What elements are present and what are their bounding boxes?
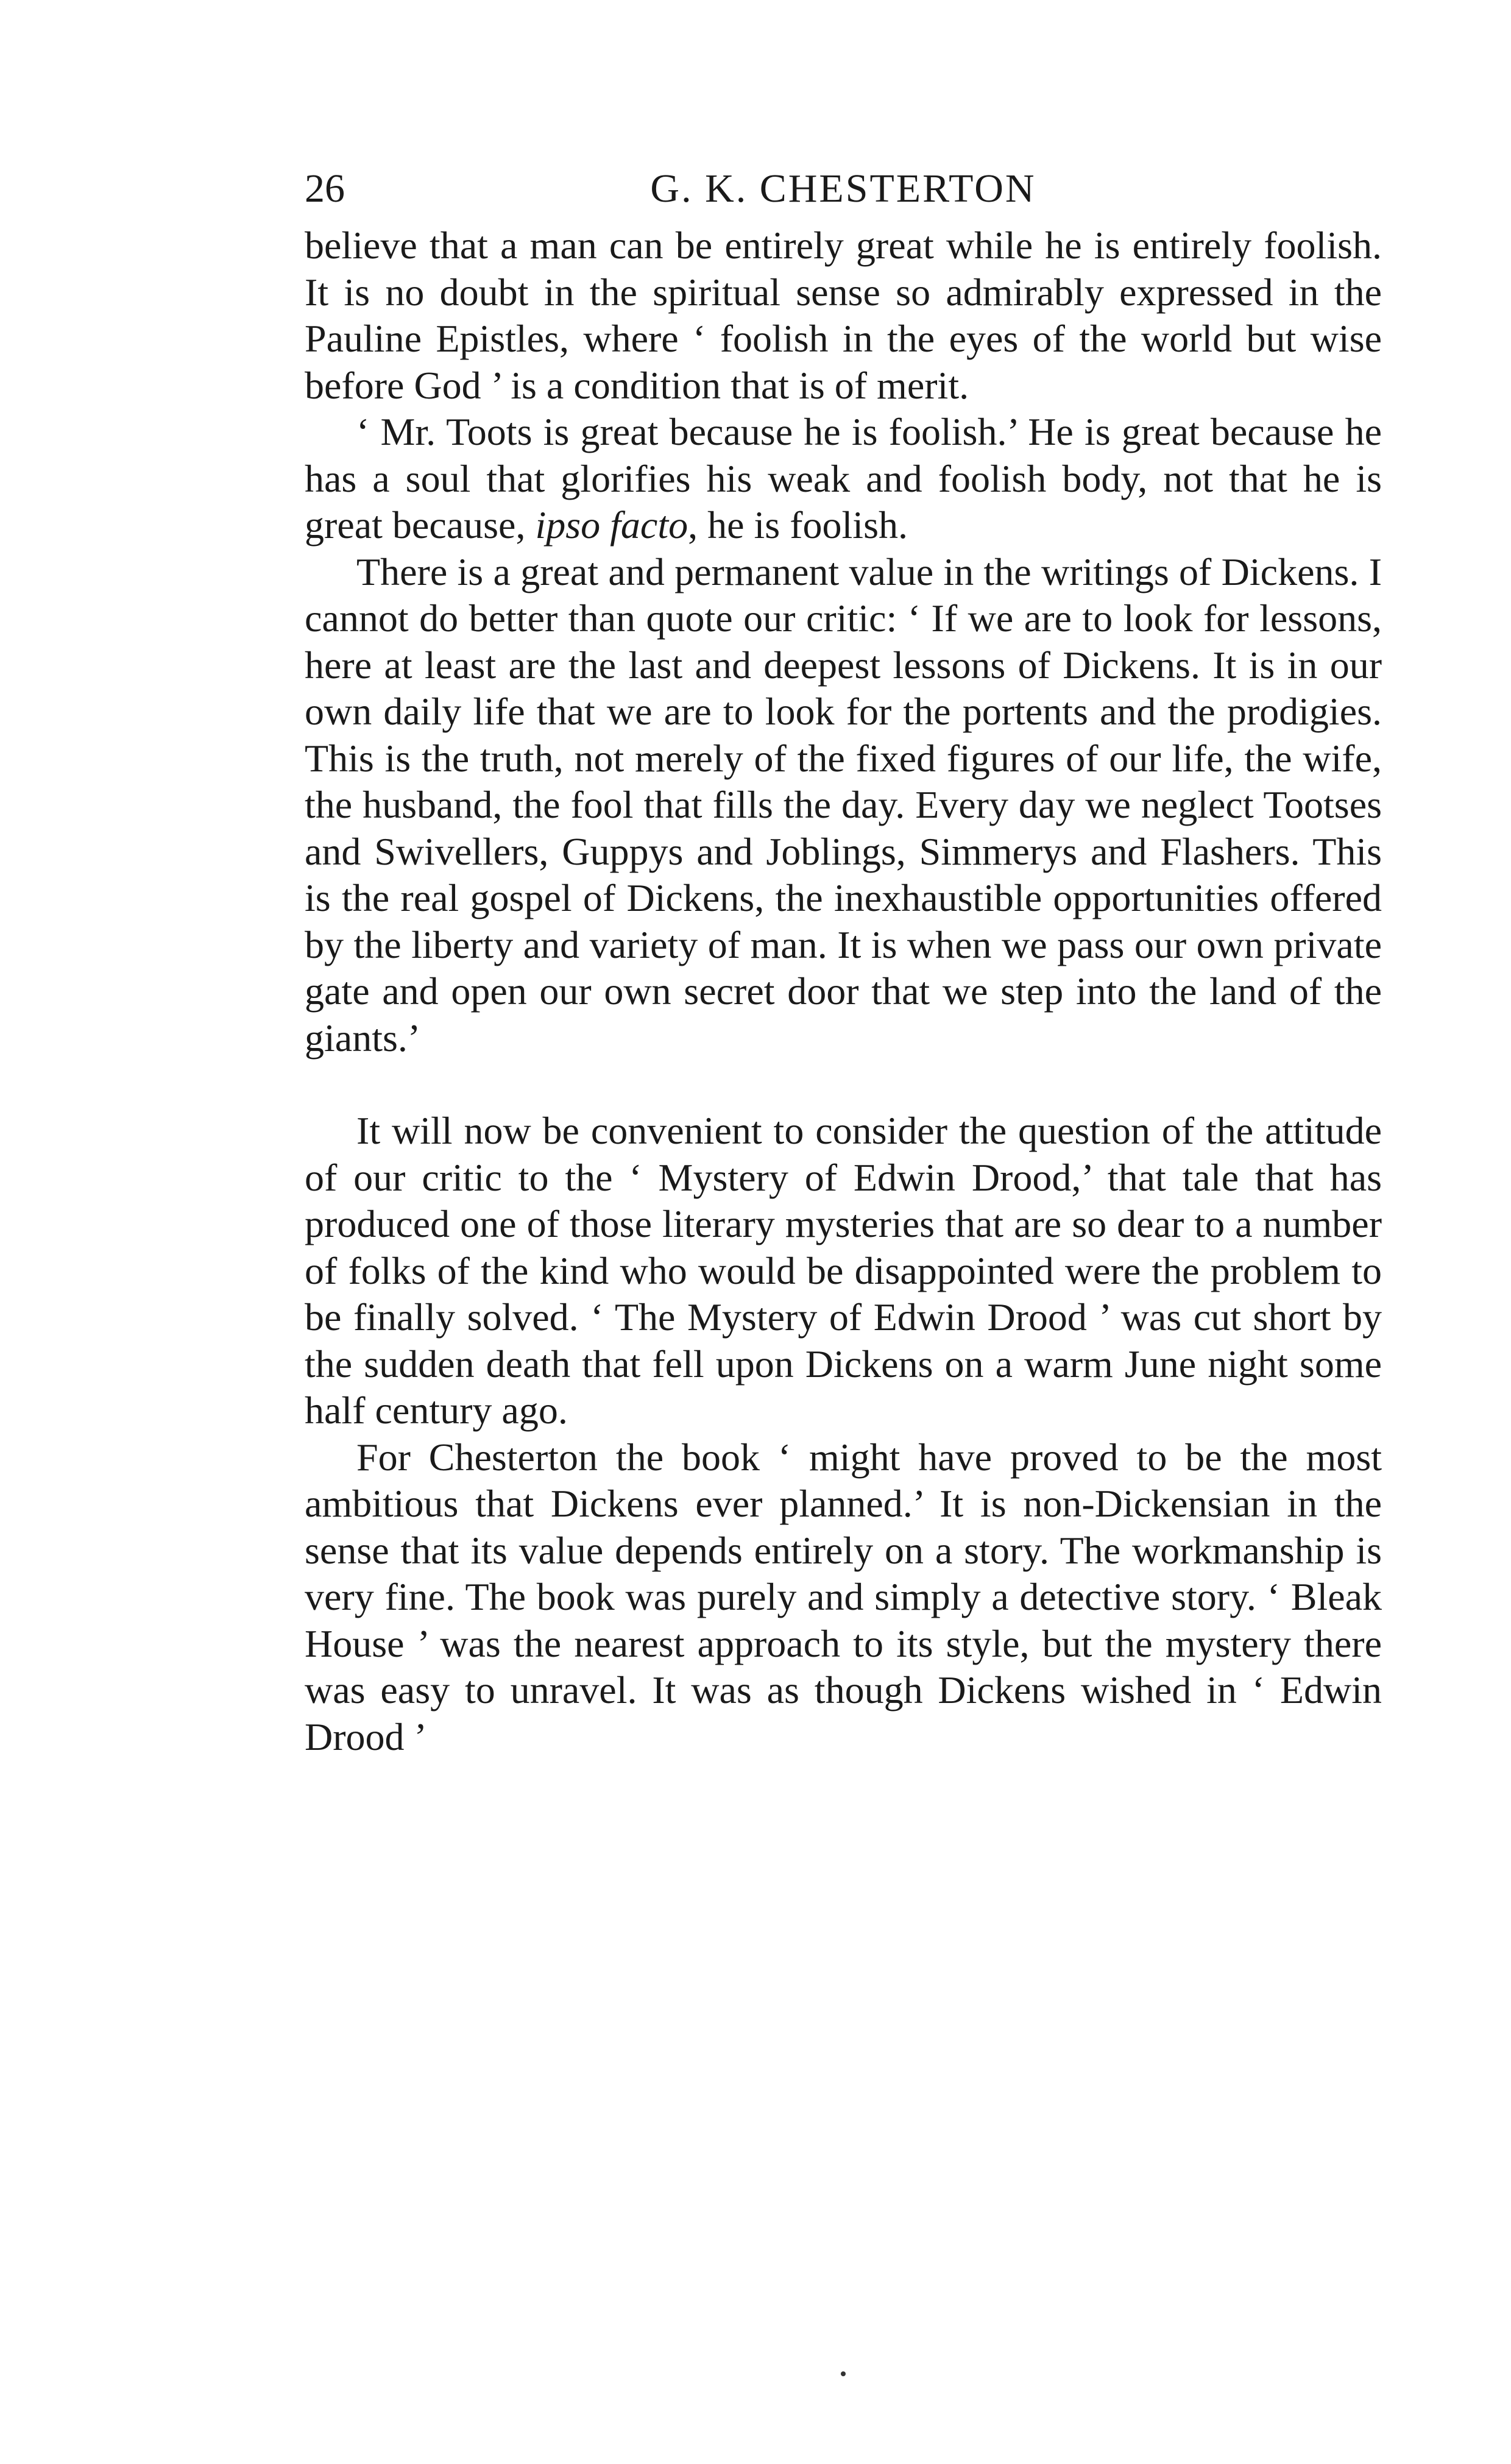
page-speck xyxy=(841,2371,846,2376)
ipso-facto-italic: ipso facto xyxy=(535,503,688,547)
paragraph-chesterton-book: For Chesterton the book ‘ might have proved to be the most ambitious that Dickens ever planned.’ It is non-Dickensian in the sense that its value depends entirely on a story. The workmanship is very fine. The book was purely and simply a detective story. ‘ Bleak House ’ was the nearest approach to its style, but the mystery there was easy to unravel. It was as though Dickens wished in ‘ Edwin Drood ’ xyxy=(305,1435,1382,1758)
book-page xyxy=(305,155,1382,1760)
paragraph-toots xyxy=(305,409,1382,549)
page-header xyxy=(305,155,1382,222)
body-text xyxy=(305,222,1382,1760)
toots-tail-after: , he is foolish. xyxy=(688,503,908,547)
toots-tail-before: not that he is great because, xyxy=(305,456,1382,547)
paragraph-permanent-value: There is a great and permanent value in the writings of Dickens. I cannot do better than quote our critic: ‘ If we are to look for lessons, here at least are the last and deepest lessons of Dickens. It is in our own daily life that we are to look for the portents and the prodigies. This is the truth, not merely of the fixed figures of our life, the wife, the husband, the fool that fills the day. Every day we neglect Tootses and Swivellers, Guppys and Joblings, Simmerys and Flashers. This is the real gospel of Dickens, the inexhaustible opportunities offered by the liberty and variety of man. It is when we pass our own private gate and open our own secret door that we step into the land of the giants.’ xyxy=(305,550,1382,1060)
paragraph-edwin-drood: It will now be convenient to consider the question of the attitude of our critic to the ‘ Mystery of Edwin Drood,’ that tale that has produced one of those literary mysteries that are so dear to a number of folks of the kind who would be disappointed were the problem to be finally solved. ‘ The Mystery of Edwin Drood ’ was cut short by the sudden death that fell upon Dickens on a warm June night some half century ago. xyxy=(305,1109,1382,1432)
paragraph-continuation: believe that a man can be entirely great while he is entirely foolish. It is no doubt in the spiritual sense so admirably expressed in the Pauline Epistles, where ‘ foolish in the eyes of the world but wise before God ’ is a condition that is of merit. xyxy=(305,224,1382,407)
toots-sentence: ‘ Mr. Toots is great because he is foolish.’ He is great because he has a soul that glorifies his weak and foolish body, xyxy=(305,410,1382,500)
running-head: G. K. CHESTERTON xyxy=(650,166,1036,211)
page-number: 26 xyxy=(305,166,345,211)
